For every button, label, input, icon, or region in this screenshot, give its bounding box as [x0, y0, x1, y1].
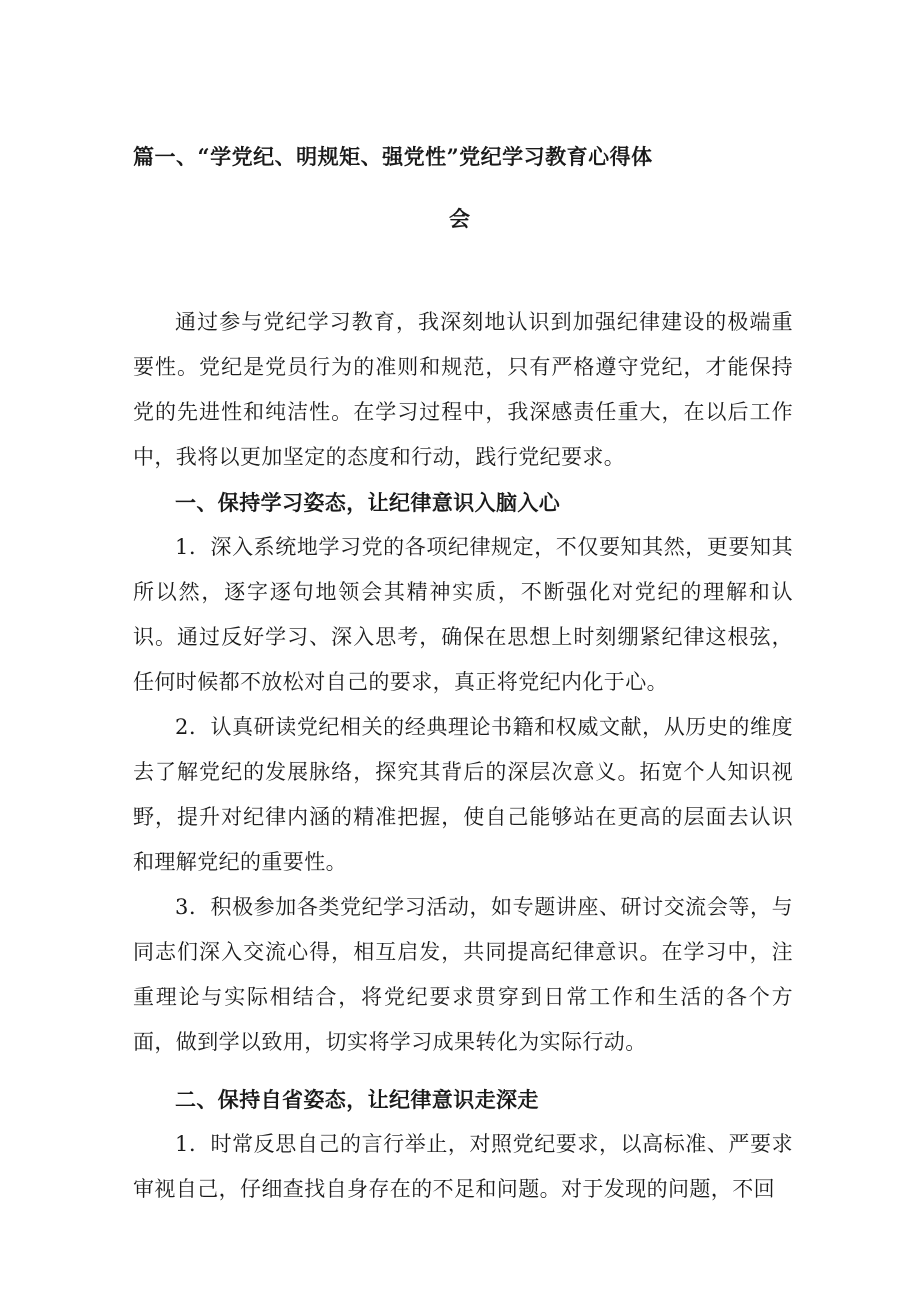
section2-item-1: 1．时常反思自己的言行举止，对照党纪要求，以高标准、严要求审视自己，仔细查找自身存在的不足和问题。对于发现的问题，不回	[133, 1132, 793, 1201]
intro-paragraph: 通过参与党纪学习教育，我深刻地认识到加强纪律建设的极端重要性。党纪是党员行为的准则和规范，只有严格遵守党纪，才能保持党的先进性和纯洁性。在学习过程中，我深感责任重大，在以后工作中，我将以更加坚定的态度和行动，践行党纪要求。	[133, 310, 793, 469]
section1-item-1: 1．深入系统地学习党的各项纪律规定，不仅要知其然，更要知其所以然，逐字逐句地领会其精神实质，不断强化对党纪的理解和认识。通过反好学习、深入思考，确保在思想上时刻绷紧纪律这根弦，任何时候都不放松对自己的要求，真正将党纪内化于心。	[133, 535, 793, 694]
section-heading-2: 二、保持自省姿态，让纪律意识走深走	[175, 1087, 539, 1112]
section1-item-3: 3．积极参加各类党纪学习活动，如专题讲座、研讨交流会等，与同志们深入交流心得，相互启发，共同提高纪律意识。在学习中，注重理论与实际相结合，将党纪要求贯穿到日常工作和生活的各个方面，做到学以致用，切实将学习成果转化为实际行动。	[133, 895, 793, 1054]
section1-item-2: 2．认真研读党纪相关的经典理论书籍和权威文献，从历史的维度去了解党纪的发展脉络，探究其背后的深层次意义。拓宽个人知识视野，提升对纪律内涵的精准把握，使自己能够站在更高的层面去认识和理解党纪的重要性。	[133, 715, 793, 874]
document-title-continued: 会	[449, 206, 470, 231]
document-title: 篇一、“学党纪、明规矩、强党性”党纪学习教育心得体	[133, 144, 653, 169]
document-body	[133, 300, 793, 1212]
section-heading-1: 一、保持学习姿态，让纪律意识入脑入心	[175, 490, 561, 515]
